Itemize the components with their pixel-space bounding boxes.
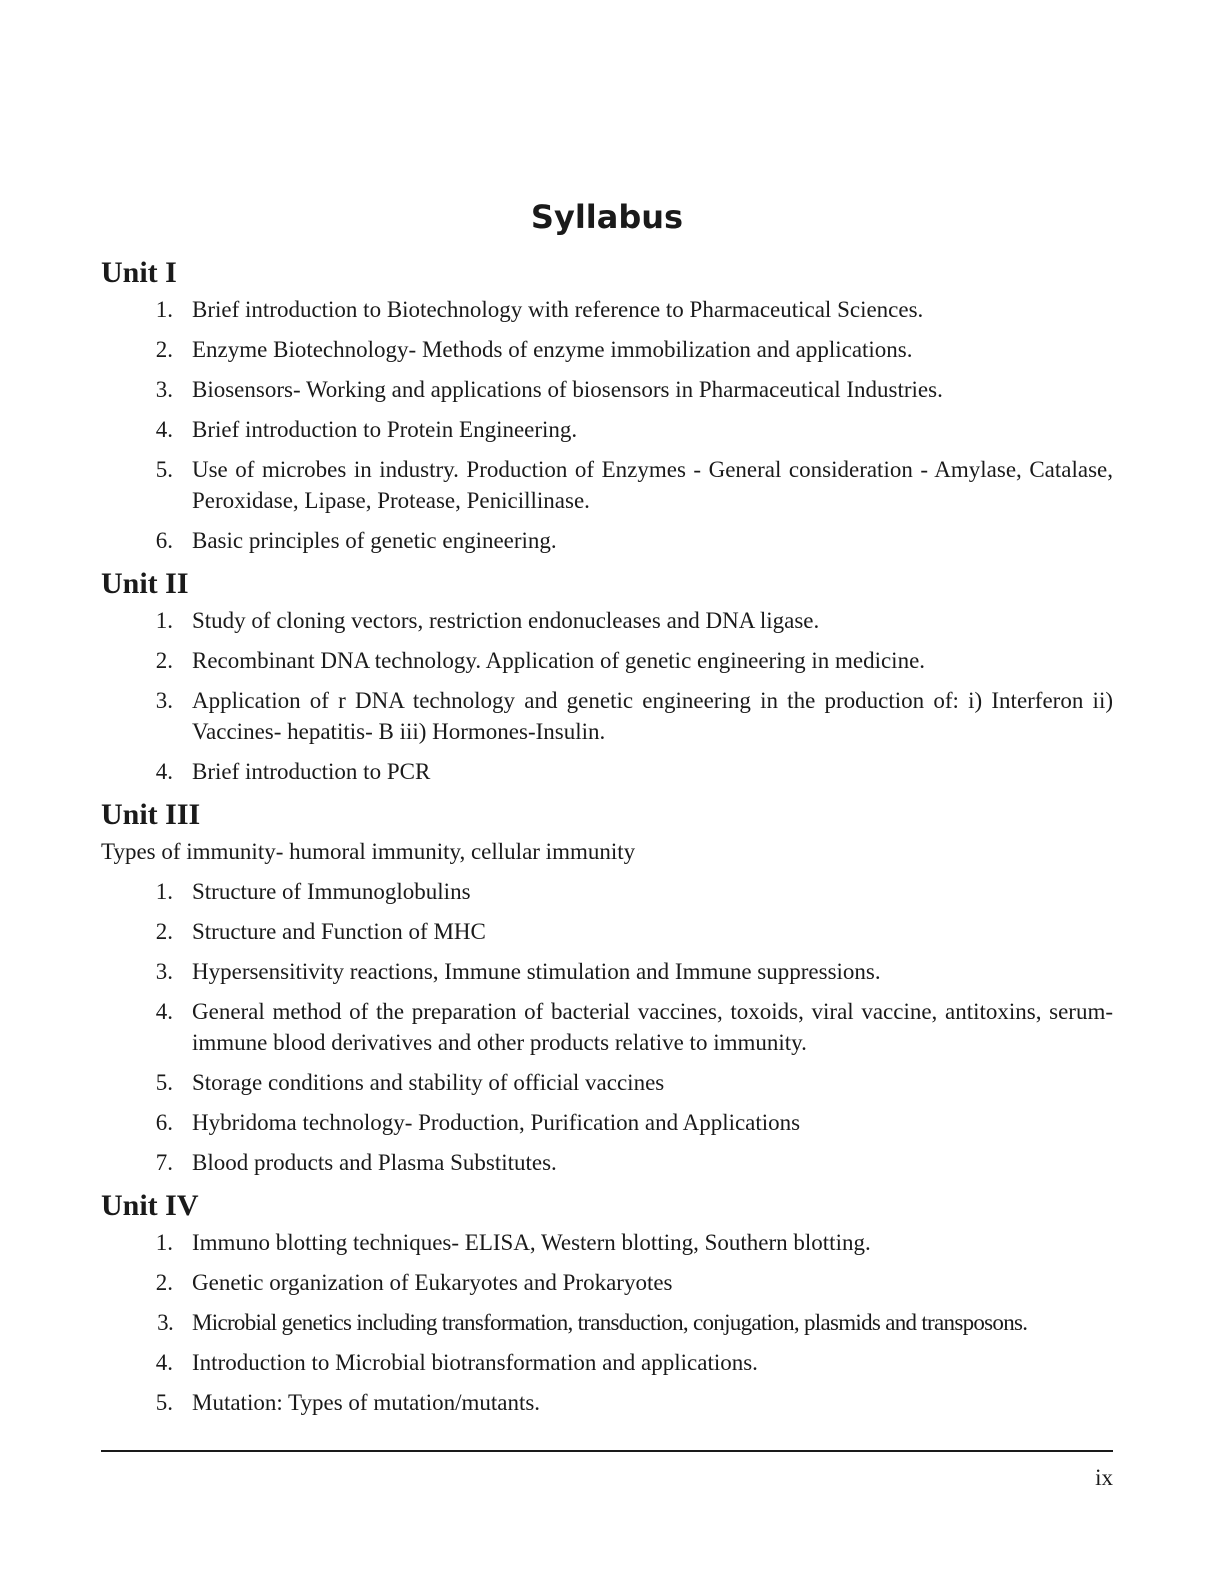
item-number: 4. <box>155 759 173 784</box>
item-text: Immuno blotting techniques- ELISA, Western blotting, Southern blotting. <box>192 1230 871 1255</box>
item-number: 3. <box>155 377 173 402</box>
list-item <box>101 756 1113 787</box>
list-item <box>101 956 1113 987</box>
list-item <box>101 1347 1113 1378</box>
item-number: 5. <box>155 1390 173 1415</box>
item-text: Use of microbes in industry. Production of Enzymes - General consideration - Amylase, Catalase, Peroxidase, Lipase, Protease, Penicillinase. <box>192 457 1113 513</box>
item-number: 5. <box>155 457 173 482</box>
item-text: Hybridoma technology- Production, Purification and Applications <box>192 1110 801 1135</box>
unit-1-list <box>101 294 1113 556</box>
item-text: Genetic organization of Eukaryotes and Prokaryotes <box>192 1270 673 1295</box>
list-item <box>101 1147 1113 1178</box>
list-item <box>101 605 1113 636</box>
item-text: Application of r DNA technology and genetic engineering in the production of: i) Interferon ii) Vaccines- hepatitis- B iii) Hormones-Insulin. <box>192 688 1113 744</box>
item-number: 3. <box>155 959 173 984</box>
unit-intro: Types of immunity- humoral immunity, cellular immunity <box>101 839 636 864</box>
unit-3-section <box>101 796 1113 1178</box>
unit-heading: Unit III <box>101 798 201 831</box>
item-number: 3. <box>157 1310 173 1335</box>
item-number: 2. <box>155 919 173 944</box>
item-number: 1. <box>155 608 173 633</box>
item-number: 4. <box>155 999 173 1024</box>
item-number: 1. <box>155 297 173 322</box>
item-text: Microbial genetics including transformation, transduction, conjugation, plasmids and transposons. <box>192 1310 1028 1335</box>
list-item <box>101 1067 1113 1098</box>
footer-rule <box>101 1450 1113 1452</box>
item-number: 4. <box>155 1350 173 1375</box>
list-item <box>101 1387 1113 1418</box>
item-text: Introduction to Microbial biotransformation and applications. <box>192 1350 758 1375</box>
item-text: Study of cloning vectors, restriction endonucleases and DNA ligase. <box>192 608 820 633</box>
item-text: Storage conditions and stability of official vaccines <box>192 1070 665 1095</box>
item-text: Brief introduction to Protein Engineering. <box>192 417 578 442</box>
item-number: 6. <box>155 528 173 553</box>
unit-1-section <box>101 254 1113 556</box>
list-item <box>101 1107 1113 1138</box>
item-text: Brief introduction to Biotechnology with reference to Pharmaceutical Sciences. <box>192 297 924 322</box>
item-text: Brief introduction to PCR <box>192 759 431 784</box>
list-item <box>101 685 1113 747</box>
unit-heading: Unit IV <box>101 1189 199 1222</box>
list-item <box>101 414 1113 445</box>
list-item <box>101 334 1113 365</box>
item-number: 1. <box>155 879 173 904</box>
list-item <box>101 1227 1113 1258</box>
syllabus-content <box>101 254 1113 1427</box>
item-text: Basic principles of genetic engineering. <box>192 528 557 553</box>
unit-heading: Unit II <box>101 567 189 600</box>
list-item <box>101 1267 1113 1298</box>
item-number: 6. <box>155 1110 173 1135</box>
list-item <box>101 1307 1113 1338</box>
item-number: 3. <box>155 688 173 713</box>
item-text: Structure of Immunoglobulins <box>192 879 471 904</box>
page-number: ix <box>1095 1465 1113 1490</box>
list-item <box>101 645 1113 676</box>
list-item <box>101 374 1113 405</box>
list-item <box>101 916 1113 947</box>
list-item <box>101 454 1113 516</box>
list-item <box>101 525 1113 556</box>
item-number: 7. <box>155 1150 173 1175</box>
item-number: 2. <box>155 337 173 362</box>
item-text: Enzyme Biotechnology- Methods of enzyme immobilization and applications. <box>192 337 913 362</box>
unit-3-list <box>101 876 1113 1178</box>
item-number: 2. <box>155 1270 173 1295</box>
item-text: General method of the preparation of bacterial vaccines, toxoids, viral vaccine, antitoxins, serum-immune blood derivatives and other products relative to immunity. <box>192 999 1113 1055</box>
unit-4-section <box>101 1187 1113 1418</box>
item-number: 2. <box>155 648 173 673</box>
item-text: Blood products and Plasma Substitutes. <box>192 1150 557 1175</box>
list-item <box>101 996 1113 1058</box>
item-text: Hypersensitivity reactions, Immune stimulation and Immune suppressions. <box>192 959 881 984</box>
item-text: Structure and Function of MHC <box>192 919 486 944</box>
item-text: Recombinant DNA technology. Application of genetic engineering in medicine. <box>192 648 926 673</box>
unit-2-section <box>101 565 1113 787</box>
list-item <box>101 876 1113 907</box>
unit-2-list <box>101 605 1113 787</box>
item-number: 1. <box>155 1230 173 1255</box>
unit-4-list <box>101 1227 1113 1418</box>
item-number: 5. <box>155 1070 173 1095</box>
item-number: 4. <box>155 417 173 442</box>
unit-heading: Unit I <box>101 256 177 289</box>
page-title: Syllabus <box>530 198 684 236</box>
item-text: Biosensors- Working and applications of biosensors in Pharmaceutical Industries. <box>192 377 943 402</box>
item-text: Mutation: Types of mutation/mutants. <box>192 1390 541 1415</box>
list-item <box>101 294 1113 325</box>
